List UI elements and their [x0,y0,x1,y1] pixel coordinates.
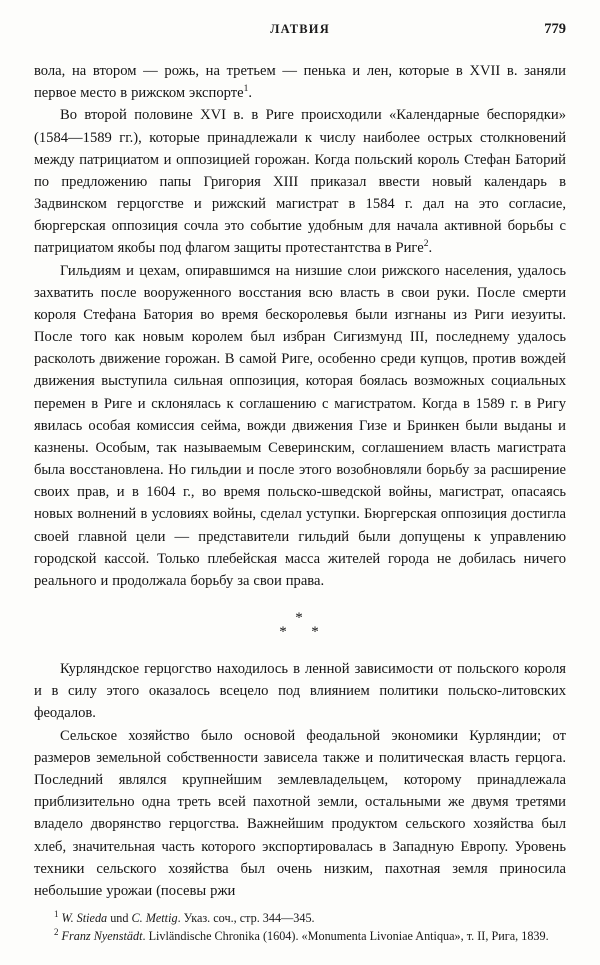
separator-star-top: * [295,610,305,627]
paragraph-1 [34,60,566,104]
footnote-1-mid: und [107,910,132,925]
paragraph-5: Сельское хозяйство было основой феодальной экономики Курляндии; от размеров земельной собственности зависела также и политическая власть герцога. Последний являлся крупнейшим землевладельцем, которому принадлежала приблизительно одна треть всей пахотной земли, остальными же двумя третями владело дворянство герцогства. Важнейшим продуктом сельского хозяйства был хлеб, значительная часть которого экспортировалась в Западную Европу. Уровень техники сельского хозяйства был очень низким, пахотная земля приносила небольшие урожаи (посевы ржи [34,727,566,899]
separator-star-left: * [279,624,289,641]
footnotes-block [34,910,566,947]
body-column [34,60,566,902]
paragraph-3: Гильдиям и цехам, опиравшимся на низшие слои рижского населения, удалось захватить после вооруженного восстания всю власть в свои руки. После смерти короля Стефана Батория во время бескоролевья были изгнаны из Риги иезуиты. После того как новым королем был избран Сигизмунд III, последнему удалось расколоть движение горожан. В самой Риге, особенно среди купцов, против вождей движения выступила сильная оппозиция, которая боялась возможных социальных перемен в Риге и склонялась к соглашению с магистратом. Когда в 1589 г. в Ригу явилась особая комиссия сейма, вожди движения Гизе и Бринкен были выданы и казнены. Особым, так называемым Северинским, соглашением власть магистрата была восстановлена. Но гильдии и после этого возобновляли борьбу за расширение своих прав, и в 1604 г., во время польско-шведской войны, магистрат, опасаясь новых волнений в условиях войны, сделал уступки. Бюргерская оппозиция достигла своей главной цели — представители гильдий были допущены к управлению городской кассой. Только плебейская масса жителей города не добилась ничего реального и продолжала борьбу за свои права. [34,262,566,589]
footnote-1-rest: . Указ. соч., стр. 344—345. [177,910,315,925]
page-number: 779 [544,21,566,37]
footnote-2 [34,928,566,946]
section-separator [34,610,566,642]
paragraph-1-text: вола, на втором — рожь, на третьем — пенька и лен, которые в XVII в. заняли первое место в рижском экспорте [34,63,566,102]
footnote-1-author-a: W. Stieda [61,910,108,925]
page-header [34,22,566,48]
separator-star-right: * [311,624,321,641]
footnote-ref-1: 1 [243,84,249,95]
paragraph-2-text: Во второй половине XVI в. в Риге происходили «Календарные беспорядки» (1584—1589 гг.), которые принадлежали к числу наиболее острых столкновений между патрициатом и оппозицией горожан. Когда польский король Стефан Баторий по предложению папы Григория XIII приказал ввести новый календарь в Задвинском герцогстве и рижский магистрат в 1584 г. дал на это согласие, бюргерская оппозиция сочла это событие удобным для начала активной борьбы с патрициатом якобы под флагом защиты протестантства в Риге [34,107,566,257]
footnote-2-author-a: Franz Nyenstädt [61,929,143,944]
footnote-1 [34,910,566,928]
footnote-ref-2: 2 [423,239,429,250]
paragraph-2 [34,104,566,259]
paragraph-1-tail: . [248,85,252,102]
footnote-2-marker: 2 [54,927,59,938]
footnote-2-rest: . Livländische Chronika (1604). «Monumenta Livoniae Antiqua», т. II, Рига, 1839. [142,929,549,944]
footnote-1-author-b: C. Mettig [131,910,178,925]
footnote-1-marker: 1 [54,908,59,919]
running-head-title: ЛАТВИЯ [270,22,330,36]
paragraph-2-tail: . [428,240,433,257]
paragraph-4: Курляндское герцогство находилось в ленной зависимости от польского короля и в силу этого оказалось всецело под влиянием политики польско-литовских феодалов. [34,661,566,722]
